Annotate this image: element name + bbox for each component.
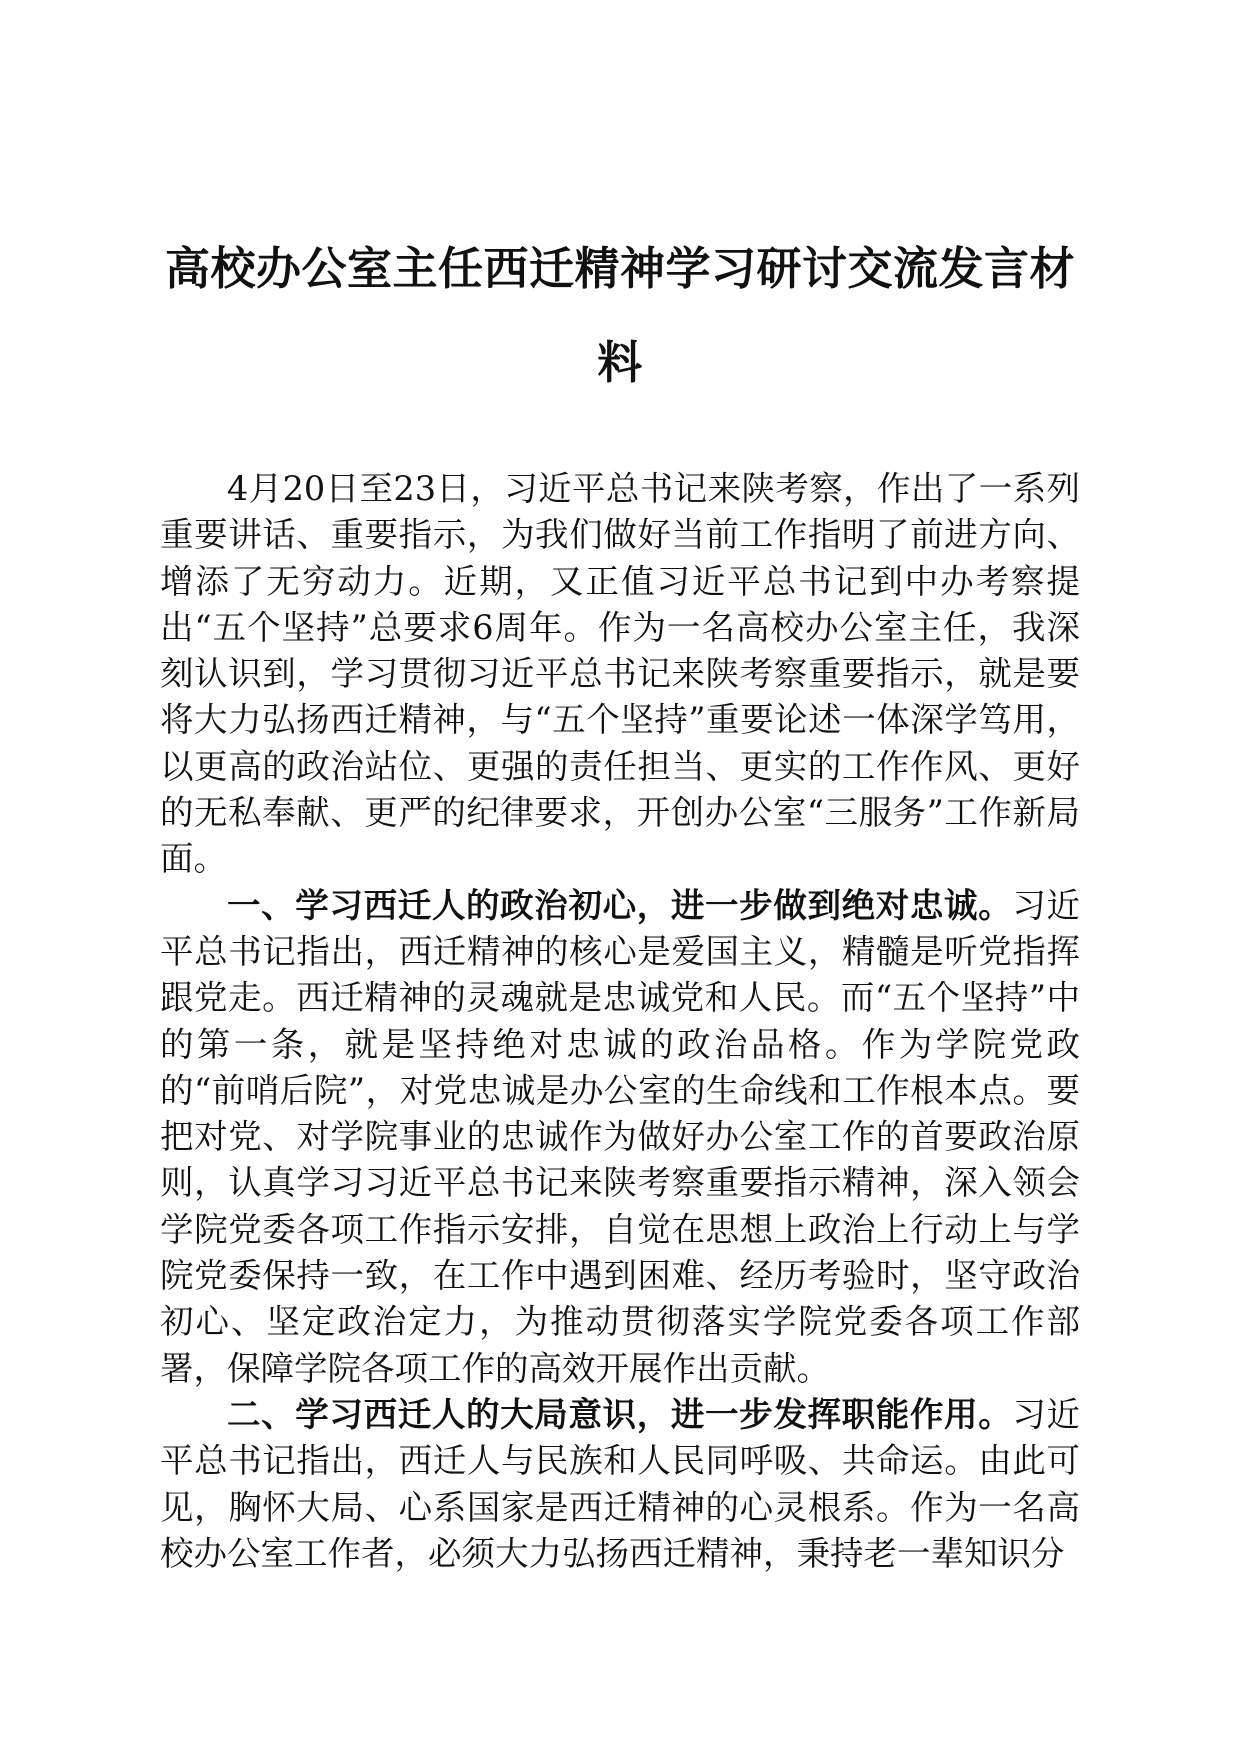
paragraph-text: 习近平总书记指出，西迁人与民族和人民同呼吸、共命运。由此可见，胸怀大局、心系国家是西迁精神的心灵根系。作为一名高校办公室工作者，必须大力弘扬西迁精神，秉持老一辈知识分 xyxy=(160,1394,1081,1573)
paragraph-text: 习近平总书记指出，西迁精神的核心是爱国主义，精髓是听党指挥跟党走。西迁精神的灵魂就是忠诚党和人民。而“五个坚持”中的第一条，就是坚持绝对忠诚的政治品格。作为学院党政的“前哨后院”，对党忠诚是办公室的生命线和工作根本点。要把对党、对学院事业的忠诚作为做好办公室工作的首要政治原则，认真学习习近平总书记来陕考察重要指示精神，深入领会学院党委各项工作指示安排，自觉在思想上政治上行动上与学院党委保持一致，在工作中遇到困难、经历考验时，坚守政治初心、坚定政治定力，为推动贯彻落实学院党委各项工作部署，保障学院各项工作的高效开展作出贡献。 xyxy=(160,885,1081,1388)
paragraph-section-2 xyxy=(160,1392,1080,1577)
paragraph-text: 4月20日至23日，习近平总书记来陕考察，作出了一系列重要讲话、重要指示，为我们做好当前工作指明了前进方向、增添了无穷动力。近期，又正值习近平总书记到中办考察提出“五个坚持”总要求6周年。作为一名高校办公室主任，我深刻认识到，学习贯彻习近平总书记来陕考察重要指示，就是要将大力弘扬西迁精神，与“五个坚持”重要论述一体深学笃用，以更高的政治站位、更强的责任担当、更实的工作作风、更好的无私奉献、更严的纪律要求，开创办公室“三服务”工作新局面。 xyxy=(160,469,1080,879)
paragraph-section-1 xyxy=(160,883,1080,1392)
document-body xyxy=(160,466,1080,1577)
paragraph-intro xyxy=(160,466,1080,883)
section-heading: 二、学习西迁人的大局意识，进一步发挥职能作用。 xyxy=(227,1394,1013,1434)
section-heading: 一、学习西迁人的政治初心，进一步做到绝对忠诚。 xyxy=(227,885,1013,925)
document-title: 高校办公室主任西迁精神学习研讨交流发言材料 xyxy=(164,242,1075,389)
